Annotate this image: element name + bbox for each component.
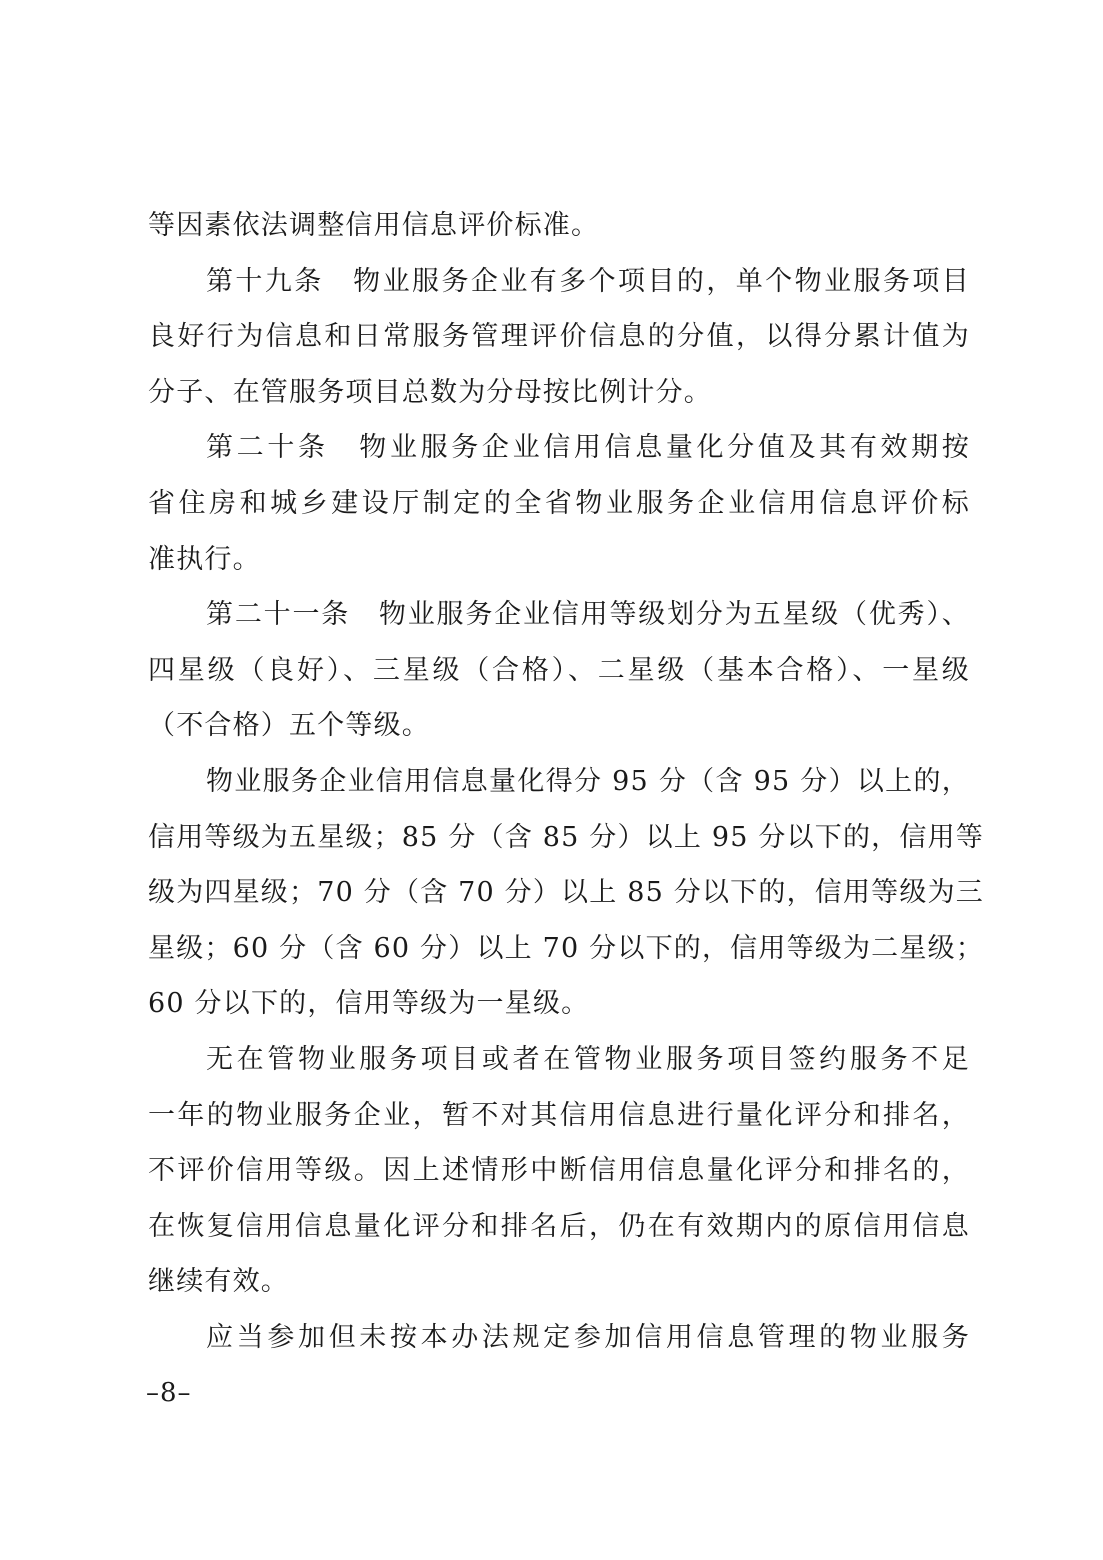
text-line: 准执行。 xyxy=(148,543,261,575)
text-line: 物业服务企业信用信息量化得分 95 分（含 95 分）以上的， xyxy=(206,765,970,797)
text-line: 信用等级为五星级；85 分（含 85 分）以上 95 分以下的，信用等 xyxy=(148,821,984,853)
text-line: 不评价信用等级。因上述情形中断信用信息量化评分和排名的， xyxy=(148,1155,970,1187)
text-line: 良好行为信息和日常服务管理评价信息的分值，以得分累计值为 xyxy=(148,321,970,353)
page-number: –8– xyxy=(146,1378,192,1408)
text-line: 应当参加但未按本办法规定参加信用信息管理的物业服务 xyxy=(206,1321,970,1353)
text-line: 无在管物业服务项目或者在管物业服务项目签约服务不足 xyxy=(206,1043,970,1075)
text-line: 一年的物业服务企业，暂不对其信用信息进行量化评分和排名， xyxy=(148,1099,970,1131)
text-line: （不合格）五个等级。 xyxy=(148,710,430,742)
text-line: 等因素依法调整信用信息评价标准。 xyxy=(148,210,600,241)
text-line: 省住房和城乡建设厅制定的全省物业服务企业信用信息评价标 xyxy=(148,487,970,519)
text-line: 第十九条 物业服务企业有多个项目的，单个物业服务项目 xyxy=(206,265,970,297)
text-line: 分子、在管服务项目总数为分母按比例计分。 xyxy=(148,376,712,408)
body-text xyxy=(148,198,984,1365)
text-line: 第二十一条 物业服务企业信用等级划分为五星级（优秀）、 xyxy=(206,599,970,631)
text-line: 60 分以下的，信用等级为一星级。 xyxy=(148,988,590,1020)
text-line: 继续有效。 xyxy=(148,1266,289,1298)
text-line: 四星级（良好）、三星级（合格）、二星级（基本合格）、一星级 xyxy=(148,654,970,686)
text-line: 星级；60 分（含 60 分）以上 70 分以下的，信用等级为二星级； xyxy=(148,932,984,964)
text-line: 在恢复信用信息量化评分和排名后，仍在有效期内的原信用信息 xyxy=(148,1210,970,1242)
text-line: 第二十条 物业服务企业信用信息量化分值及其有效期按 xyxy=(206,432,970,464)
text-line: 级为四星级；70 分（含 70 分）以上 85 分以下的，信用等级为三 xyxy=(148,877,984,909)
